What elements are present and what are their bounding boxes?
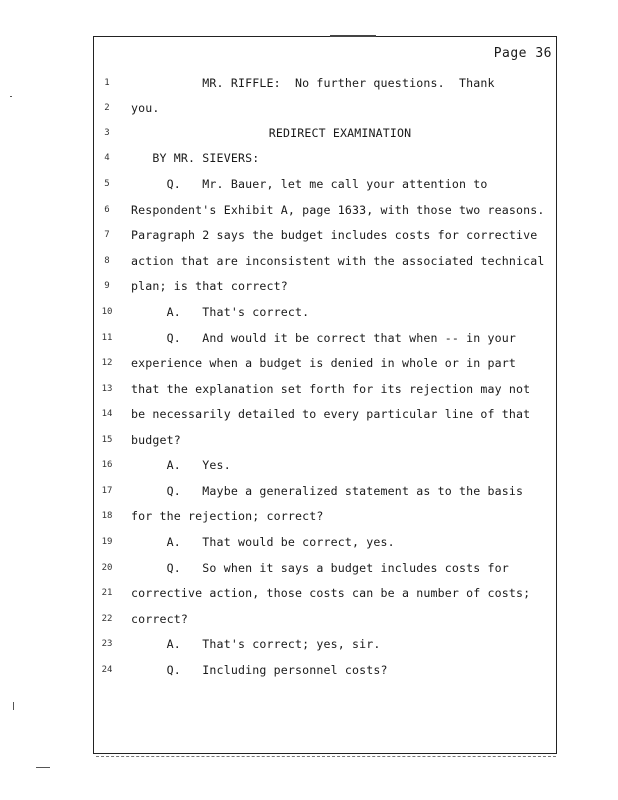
transcript-line [0,226,618,246]
transcript-line [0,175,618,195]
line-text: Q. Mr. Bauer, let me call your attention to [131,177,488,191]
transcript-line [0,252,618,272]
transcript-line [0,74,618,94]
scan-speck [10,96,12,97]
line-number: 20 [101,563,113,573]
line-text: that the explanation set forth for its rejection may not [131,382,531,396]
line-text: correct? [131,612,189,626]
scan-mark-top [330,35,376,37]
line-text: be necessarily detailed to every particular line of that [131,407,531,421]
line-text: A. That's correct; yes, sir. [131,637,381,651]
line-number: 15 [101,435,113,445]
transcript-line [0,354,618,374]
transcript-line [0,99,618,119]
line-number: 17 [101,486,113,496]
line-number: 18 [101,511,113,521]
line-text: Q. And would it be correct that when -- in your [131,331,517,345]
transcript-line [0,149,618,169]
transcript-line [0,507,618,527]
line-text: for the rejection; correct? [131,509,324,523]
line-number: 8 [104,256,110,266]
transcript-line [0,303,618,323]
line-number: 23 [101,639,113,649]
line-number: 19 [101,537,113,547]
line-number: 7 [104,230,110,240]
line-number: 21 [101,588,113,598]
line-number: 9 [104,281,110,291]
line-text: Paragraph 2 says the budget includes costs for corrective [131,228,538,242]
transcript-line [0,533,618,553]
line-text: Respondent's Exhibit A, page 1633, with those two reasons. [131,203,545,217]
line-number: 14 [101,409,113,419]
line-text: BY MR. SIEVERS: [131,151,260,165]
transcript-line [0,635,618,655]
section-heading: REDIRECT EXAMINATION [268,126,412,140]
line-text: budget? [131,433,181,447]
scan-speck [13,702,14,710]
transcript-line [0,610,618,630]
line-number: 13 [101,384,113,394]
line-text: A. That's correct. [131,305,310,319]
line-number: 11 [101,333,113,343]
line-text: A. Yes. [131,458,231,472]
line-text: Q. Including personnel costs? [131,663,388,677]
line-number: 3 [104,128,110,138]
transcript-line [0,661,618,681]
line-number: 2 [104,103,110,113]
transcript-line [0,431,618,451]
line-number: 5 [104,179,110,189]
line-number: 10 [101,307,113,317]
transcript-line [0,456,618,476]
transcript-line [0,405,618,425]
line-number: 24 [101,665,113,675]
line-number: 6 [104,205,110,215]
transcript-line [0,124,618,144]
transcript-line [0,277,618,297]
line-text: Q. So when it says a budget includes costs for [131,561,509,575]
line-text: experience when a budget is denied in whole or in part [131,356,517,370]
line-text: corrective action, those costs can be a number of costs; [131,586,531,600]
transcript-line [0,380,618,400]
line-text: action that are inconsistent with the associated technical [131,254,545,268]
line-number: 16 [101,460,113,470]
line-text: A. That would be correct, yes. [131,535,395,549]
line-text: Q. Maybe a generalized statement as to the basis [131,484,524,498]
transcript-line [0,201,618,221]
transcript-line [0,482,618,502]
line-number: 1 [104,78,110,88]
page-number: Page 36 [493,46,552,61]
scan-speck [36,767,50,768]
scan-mark-bottom [96,755,556,757]
transcript-line [0,559,618,579]
transcript-line [0,329,618,349]
line-number: 12 [101,358,113,368]
line-number: 22 [101,614,113,624]
transcript-line [0,584,618,604]
line-number: 4 [104,153,110,163]
line-text: plan; is that correct? [131,279,288,293]
line-text: MR. RIFFLE: No further questions. Thank [131,76,495,90]
line-text: you. [131,101,160,115]
